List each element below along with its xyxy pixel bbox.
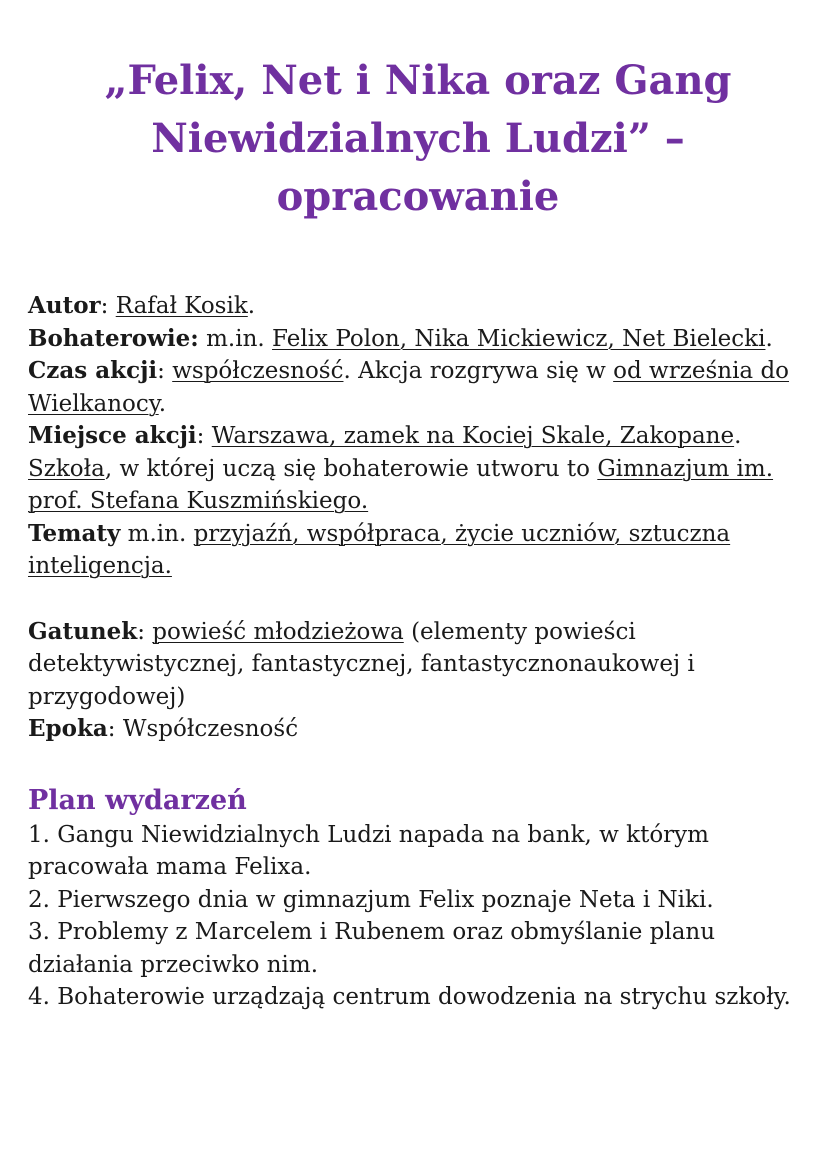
autor-end: . — [247, 293, 256, 319]
miejsce-akcji-label: Miejsce akcji — [28, 422, 197, 449]
miejsce-akcji-mid2: , w której uczą się bohaterowie utworu to — [104, 455, 598, 482]
bohaterowie-label: Bohaterowie: — [28, 324, 199, 352]
miejsce-akcji-school-name: Gimnazjum im. prof. Stefana Kuszmińskiego. — [28, 455, 774, 514]
plan-item: 1. Gangu Niewidzialnych Ludzi napada na bank, w którym pracowała mama Felixa. — [28, 821, 709, 880]
czas-akcji-range: od września do Wielkanocy — [28, 358, 790, 417]
czas-akcji-value: współczesność — [172, 358, 344, 384]
bohaterowie-prefix: m.in. — [198, 325, 273, 352]
tematy-label: Tematy — [28, 519, 121, 547]
miejsce-akcji-sep: : — [196, 423, 212, 449]
tematy-prefix: m.in. — [120, 520, 194, 547]
czas-akcji-sep: : — [157, 358, 173, 384]
miejsce-akcji-value: Warszawa, zamek na Kociej Skale, Zakopane — [211, 423, 735, 449]
autor-label: Autor — [28, 292, 101, 319]
gatunek-label: Gatunek — [28, 617, 138, 645]
tematy-line — [28, 518, 808, 583]
plan-heading: Plan wydarzeń — [28, 784, 247, 816]
bohaterowie-line — [28, 323, 808, 356]
epoka-value: Współczesność — [122, 716, 299, 742]
autor-sep: : — [100, 293, 116, 319]
genre-section — [28, 616, 808, 746]
gatunek-sep: : — [137, 618, 153, 645]
gatunek-rest: (elementy powieści detektywistycznej, fantastycznej, fantastycznonaukowej i przygodowej) — [28, 618, 695, 710]
epoka-sep: : — [107, 716, 123, 742]
czas-akcji-mid: . Akcja rozgrywa się w — [343, 358, 614, 384]
czas-akcji-label: Czas akcji — [28, 357, 158, 384]
plan-item: 3. Problemy z Marcelem i Rubenem oraz obmyślanie planu działania przeciwko nim. — [28, 919, 716, 978]
gatunek-line — [28, 616, 808, 714]
info-section — [28, 290, 808, 583]
czas-akcji-end: . — [158, 390, 167, 417]
gatunek-value: powieść młodzieżowa — [152, 618, 404, 645]
document-page — [28, 52, 808, 1014]
miejsce-akcji-school: Szkoła — [28, 455, 105, 482]
bohaterowie-value: Felix Polon, Nika Mickiewicz, Net Bielecki — [272, 325, 766, 352]
czas-akcji-line — [28, 355, 808, 420]
bohaterowie-end: . — [765, 325, 773, 352]
epoka-label: Epoka — [28, 715, 108, 742]
tematy-value: przyjaźń, współpraca, życie uczniów, sztuczna inteligencja. — [28, 520, 731, 579]
miejsce-akcji-mid: . — [734, 423, 742, 449]
miejsce-akcji-line — [28, 420, 808, 518]
epoka-line — [28, 713, 808, 746]
autor-line — [28, 290, 808, 323]
plan-item: 4. Bohaterowie urządzają centrum dowodzenia na strychu szkoły. — [28, 984, 791, 1010]
document-title: „Felix, Net i Nika oraz Gang Niewidzialnych Ludzi” – opracowanie — [104, 57, 732, 220]
autor-value: Rafał Kosik — [115, 293, 248, 319]
plan-item: 2. Pierwszego dnia w gimnazjum Felix poznaje Neta i Niki. — [28, 886, 714, 913]
plan-list — [28, 819, 808, 1014]
